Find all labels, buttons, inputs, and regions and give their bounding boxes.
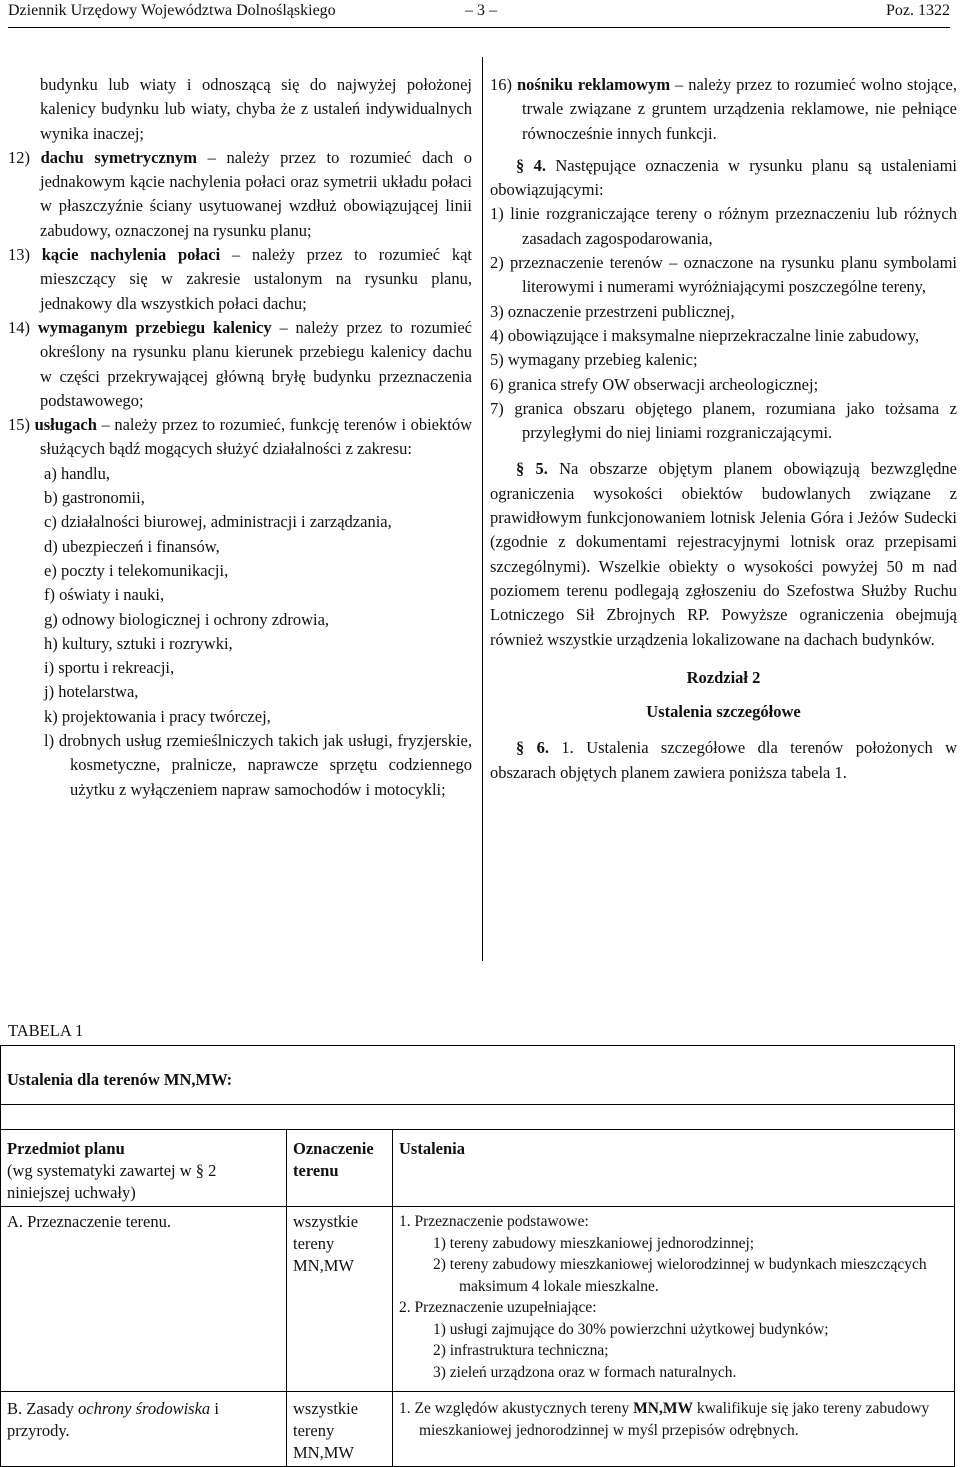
row-area: wszystkie tereny MN,MW bbox=[287, 1207, 393, 1392]
list-item: h) kultury, sztuki i rozrywki, bbox=[44, 633, 233, 653]
list-item: i) sportu i rekreacji, bbox=[44, 658, 175, 678]
column-header-rules: Ustalenia bbox=[393, 1130, 955, 1207]
definition-12: 12) dachu symetrycznym – należy przez to rozumieć dach o jednakowym kącie nachylenia połaci oraz symetrii układu połaci w płaszczyźnie ściany usytuowanej wzdłuż obowiązującej linii zabudowy, oznaczonej na rysunku planu; bbox=[8, 147, 472, 240]
term: kącie nachylenia połaci bbox=[41, 245, 221, 265]
chapter-heading: Rozdział 2 bbox=[686, 667, 761, 687]
list-item: 3) oznaczenie przestrzeni publicznej, bbox=[490, 301, 735, 321]
list-item: 6) granica strefy OW obserwacji archeologicznej; bbox=[490, 374, 819, 394]
definition-15: 15) usługach – należy przez to rozumieć, funkcję terenów i obiektów służących bądź mogących służyć działalności z zakresu: bbox=[8, 415, 473, 459]
list-item: a) handlu, bbox=[44, 463, 110, 483]
row-subject: B. Zasady ochrony środowiska i przyrody. bbox=[1, 1392, 287, 1467]
left-column bbox=[8, 73, 472, 802]
journal-title: Dziennik Urzędowy Województwa Dolnośląskiego bbox=[8, 2, 336, 19]
column-divider bbox=[482, 57, 483, 961]
section-number: § 5. bbox=[516, 459, 548, 479]
paragraph-5: § 5. Na obszarze objętym planem obowiązują bezwzględne ograniczenia wysokości obiektów budowlanych związane z prawidłowym funkcjonowaniem lotnisk Jelenia Góra i Jeżów Sudecki (zgodnie z dokumentami rejestracyjnymi lotnisk oraz przepisami szczególnymi). Wszelkie obiekty o wysokości powyżej 50 m nad poziomem terenu podlegają zgłoszeniu do Szefostwa Służby Ruchu Lotniczego Sił Zbrojnych RP. Powyższe ograniczenia obejmują również wszystkie urządzenia lokalizowane na dachach budynków. bbox=[490, 459, 958, 649]
right-column bbox=[490, 73, 957, 785]
row-rules: 1. Przeznaczenie podstawowe: 1) tereny zabudowy mieszkaniowej jednorodzinnej; 2) tereny zabudowy mieszkaniowej wielorodzinnej w budynkach mieszczących maksimum 4 lokale mieszkalne. 2. Przeznaczenie uzupełniające: 1) usługi zajmujące do 30% powierzchni użytkowej budynków; 2) infrastruktura techniczna; 3) zieleń urządzona oraz w formach naturalnych. bbox=[393, 1207, 955, 1392]
list-item: k) projektowania i pracy twórczej, bbox=[44, 706, 271, 726]
section-number: § 4. bbox=[516, 155, 546, 175]
list-item: 2) przeznaczenie terenów – oznaczone na rysunku planu symbolami literowymi i numerami wyróżniającymi poszczególne tereny, bbox=[490, 253, 958, 297]
definition-13: 13) kącie nachylenia połaci – należy przez to rozumieć kąt mieszczący się w zakresie ustalonym na rysunku planu, jednakowy dla wszystkich połaci dachu; bbox=[8, 245, 472, 313]
table-row bbox=[1, 1392, 955, 1467]
definition-14: 14) wymaganym przebiegu kalenicy – należy przez to rozumieć określony na rysunku planu kierunek przebiegu kalenicy dachu w części przekrywającej główną bryłę budynku przeznaczenia podstawowego; bbox=[8, 317, 472, 410]
section-number: § 6. bbox=[516, 738, 550, 758]
term: nośniku reklamowym bbox=[516, 75, 671, 94]
list-item: d) ubezpieczeń i finansów, bbox=[44, 536, 220, 556]
page-header bbox=[8, 0, 950, 28]
list-item: 5) wymagany przebieg kalenic; bbox=[490, 350, 698, 370]
term: wymaganym przebiegu kalenicy bbox=[37, 317, 272, 337]
table-title: Ustalenia dla terenów MN,MW: bbox=[7, 1070, 233, 1089]
column-header-area: Oznaczenie terenu bbox=[287, 1130, 393, 1207]
term: usługach bbox=[34, 415, 97, 435]
chapter-title: Ustalenia szczegółowe bbox=[646, 702, 801, 722]
column-header-subject: Przedmiot planu (wg systematyki zawartej w § 2 niniejszej uchwały) bbox=[1, 1130, 287, 1207]
term: dachu symetrycznym bbox=[40, 147, 197, 167]
list-item: g) odnowy biologicznej i ochrony zdrowia, bbox=[44, 609, 330, 629]
settlements-table bbox=[0, 1045, 955, 1467]
row-rules: 1. Ze względów akustycznych tereny MN,MW kwalifikuje się jako tereny zabudowy mieszkaniowej jednorodzinnej w myśl przepisów odrębnych. bbox=[393, 1392, 955, 1467]
list-item: l) drobnych usług rzemieślniczych takich jak usługi, fryzjerskie, kosmetyczne, pralnicze, naprawcze sprzętu codziennego użytku z wyłączeniem napraw samochodów i motocykli; bbox=[44, 731, 472, 799]
position-number: Poz. 1322 bbox=[886, 2, 950, 19]
list-item: 1) linie rozgraniczające tereny o różnym przeznaczeniu lub różnych zasadach zagospodarowania, bbox=[490, 204, 957, 248]
continuation-text: budynku lub wiaty i odnoszącą się do najwyżej położonej kalenicy budynku lub wiaty, chyba że z ustaleń indywidualnych wynika inaczej; bbox=[40, 75, 472, 143]
definition-16: 16) nośniku reklamowym – należy przez to rozumieć wolno stojące, trwale związane z gruntem urządzenia reklamowe, nie pełniące równocześnie innych funkcji. bbox=[490, 75, 957, 143]
list-item: c) działalności biurowej, administracji i zarządzania, bbox=[44, 512, 392, 532]
list-item: b) gastronomii, bbox=[44, 488, 145, 508]
paragraph-6: § 6. 1. Ustalenia szczegółowe dla terenów położonych w obszarach objętych planem zawiera poniższa tabela 1. bbox=[490, 738, 958, 782]
list-item: f) oświaty i nauki, bbox=[44, 585, 165, 605]
list-item: 7) granica obszaru objętego planem, rozumiana jako tożsama z przyległymi do niej liniami rozgraniczającymi. bbox=[490, 398, 958, 443]
list-item: j) hotelarstwa, bbox=[44, 682, 139, 702]
page-number: – 3 – bbox=[465, 2, 497, 19]
list-item: 4) obowiązujące i maksymalne nieprzekraczalne linie zabudowy, bbox=[490, 325, 920, 345]
table-title-cell bbox=[1, 1046, 955, 1105]
table-label: TABELA 1 bbox=[8, 1021, 84, 1040]
list-item: e) poczty i telekomunikacji, bbox=[44, 560, 229, 580]
table-row bbox=[1, 1207, 955, 1392]
row-area: wszystkie tereny MN,MW bbox=[287, 1392, 393, 1467]
row-subject: A. Przeznaczenie terenu. bbox=[1, 1207, 287, 1392]
paragraph-4: § 4. Następujące oznaczenia w rysunku planu są ustaleniami obowiązującymi: bbox=[490, 155, 958, 200]
